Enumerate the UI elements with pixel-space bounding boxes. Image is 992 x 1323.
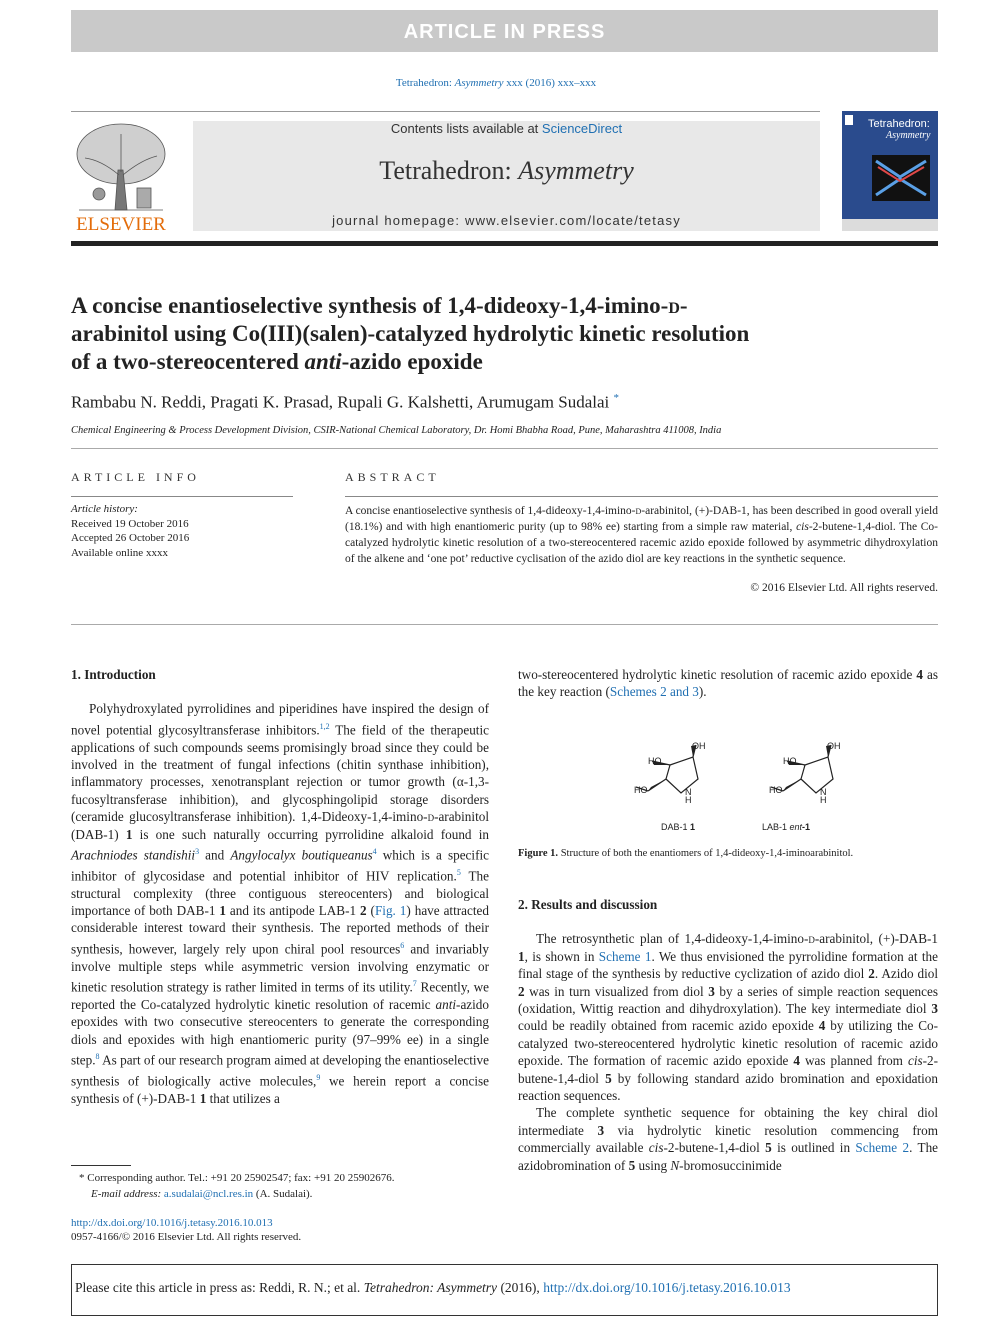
continuation-paragraph: two-stereocentered hydrolytic kinetic resolution of racemic azido epoxide 4 as the key reaction (Schemes 2 and 3). — [518, 667, 938, 700]
publisher-name: ELSEVIER — [76, 214, 166, 232]
introduction-section — [71, 666, 489, 1107]
ref-link[interactable]: 7 — [412, 979, 417, 989]
svg-text:LAB-1 ent-1 — [762, 822, 810, 832]
journal-ref-italic: Asymmetry — [454, 77, 504, 89]
results-heading: 2. Results and discussion — [518, 897, 658, 912]
title-line-1-end: - — [679, 293, 688, 318]
figure-1-caption — [518, 848, 938, 859]
homepage-prefix: journal homepage: — [332, 213, 465, 228]
journal-ref-suffix: xxx (2016) xxx–xxx — [503, 77, 597, 89]
figure-caption-label: Figure 1. — [518, 848, 559, 859]
schemes-link[interactable]: Schemes 2 and 3 — [609, 684, 699, 700]
doi-block — [71, 1216, 489, 1244]
article-history — [71, 502, 301, 560]
results-paragraph-1: The retrosynthetic plan of 1,4-dideoxy-1,4-imino-d-arabinitol, (+)-DAB-1 1, is shown in Scheme 1. We thus envisioned the pyrrolidine formation at the final stage of the synthesis by reductive cyclization of azido diol 2. Azido diol 2 was in turn visualized from diol 3 by a series of simple reaction sequences (oxidation, Wittig reaction and dihydroxylation). The key intermediate diol 3 could be readily obtained from racemic azido epoxide 4 by utilizing the Co-catalyzed two-stereocentered hydrolytic kinetic resolution of racemic azido epoxide. The formation of racemic azido epoxide 4 was planned from cis-2-butene-1,4-diol 5 by following standard azido bromination and epoxidation reaction sequences. — [518, 931, 939, 1104]
authors-text: Rambabu N. Reddi, Pragati K. Prasad, Rupali G. Kalshetti, Arumugam Sudalai — [71, 392, 610, 412]
journal-homepage-line — [193, 213, 820, 228]
contents-prefix: Contents lists available at — [390, 121, 542, 136]
ref-link[interactable]: 1,2 — [319, 721, 330, 731]
history-label: Article history: — [71, 503, 138, 515]
homepage-url[interactable]: www.elsevier.com/locate/tetasy — [465, 213, 681, 228]
abstract-heading: ABSTRACT — [345, 470, 440, 484]
svg-text:DAB-1 1 — [661, 822, 695, 832]
label-ho: HO — [769, 785, 783, 795]
introduction-heading: 1. Introduction — [71, 667, 156, 682]
cover-title-plain: Tetrahedron: — [868, 118, 930, 130]
abstract-rule — [345, 496, 938, 497]
elsevier-logo — [71, 120, 171, 232]
header-divider — [71, 111, 820, 112]
journal-reference[interactable] — [0, 77, 992, 89]
right-column-continuation — [518, 666, 938, 701]
lab-number: -1 — [802, 822, 811, 832]
footnote-contact: Corresponding author. Tel.: +91 20 25902547; fax: +91 20 25902676. — [84, 1172, 395, 1184]
affiliation: Chemical Engineering & Process Development Division, CSIR-National Chemical Laboratory, Dr. Homi Bhabha Road, Pune, Maharashtra 411008, India — [71, 425, 722, 436]
abstract-bottom-rule — [71, 624, 938, 625]
email-label: E-mail address: — [91, 1188, 164, 1200]
introduction-paragraph: Polyhydroxylated pyrrolidines and piperidines have inspired the design of novel potential glycosyltransferase inhibitors.$^{1,2}$ The field of the therapeutic applications of such compounds seems promisingly broad since they could be involved in the treatment of fungal infections (chitin synthase inhibition), inflammatory processes, xenotransplant rejection or tumor growth (α-1,3-fucosyltransferase inhibition), and glycosphingolipid storage disorders (ceramide glucosyltransferase inhibition). 1,4-Dideoxy-1,4-imino-d-arabinitol (DAB-1) 1 is one such naturally occurring pyrrolidine alkaloid found in Arachniodes standishii$^3$ and Angylocalyx boutiqueanus$^4$ which is a specific inhibitor of glycosidase and potential inhibitor of HIV replication.$^5$ The structural complexity (three contiguous stereocenters) and biological importance of both DAB-1 1 and its antipode LAB-1 2 (Fig. 1) have attracted considerable interest toward their synthesis. The reported methods of their synthesis, however, largely rely upon chiral pool resources$^6$ and invariably involve multiple steps while asymmetric version involving enzymatic or kinetic resolution strategy is rather limited in terms of its utility.$^7$ Recently, we reported the Co-catalyzed hydrolytic kinetic resolution of racemic anti-azido epoxides with two consecutive stereocenters to generate the corresponding diols and epoxides with high enantiomeric purity (97–99% ee) in a single step.$^8$ As part of our research program aimed at developing the enantioselective synthesis of biologically active molecules,$^9$ we herein report a concise synthesis of (+)-DAB-1 1 that utilizes a — [71, 701, 490, 1106]
issn-line: 0957-4166/© 2016 Elsevier Ltd. All rights reserved. — [71, 1231, 302, 1243]
cite-year: (2016), — [497, 1280, 544, 1295]
journal-title-plain: Tetrahedron: — [379, 156, 519, 185]
ref-link[interactable]: 5 — [456, 867, 461, 877]
title-line-2: arabinitol using Co(III)(salen)-catalyzed hydrolytic kinetic resolution — [71, 321, 750, 346]
corresponding-author-mark[interactable]: * — [613, 392, 620, 404]
article-info-rule — [71, 496, 293, 497]
title-line-3-post: -azido epoxide — [341, 349, 483, 374]
figure-caption-text: Structure of both the enantiomers of 1,4-dideoxy-1,4-iminoarabinitol. — [558, 848, 854, 859]
journal-title-italic: Asymmetry — [518, 156, 634, 185]
label-ho: HO — [648, 756, 662, 766]
abstract-copyright: © 2016 Elsevier Ltd. All rights reserved. — [750, 582, 938, 594]
title-line-3-pre: of a two-stereocentered — [71, 349, 305, 374]
pyrrolidine-structures-icon — [518, 735, 938, 845]
email-link[interactable]: a.sudalai@ncl.res.in — [163, 1188, 254, 1200]
cover-art-icon — [842, 111, 938, 231]
corresponding-author-footnote — [71, 1170, 489, 1202]
ref-link[interactable]: 4 — [372, 847, 377, 857]
ref-link[interactable]: 9 — [316, 1072, 321, 1082]
label-h: H — [685, 795, 692, 805]
journal-cover-image — [842, 111, 938, 231]
section-divider — [71, 448, 938, 449]
footnote-mark: * — [79, 1172, 85, 1184]
results-paragraph-2: The complete synthetic sequence for obtaining the key chiral diol intermediate 3 via hydrolytic kinetic resolution commencing from commercially available cis-2-butene-1,4-diol 5 is outlined in Scheme 2. The azidobromination of 5 using N-bromosuccinimide — [518, 1105, 939, 1173]
sciencedirect-link[interactable]: ScienceDirect — [541, 121, 623, 136]
label-ho: HO — [634, 785, 648, 795]
label-h: H — [820, 795, 827, 805]
cover-title-italic: Asymmetry — [886, 130, 931, 141]
doi-link[interactable]: http://dx.doi.org/10.1016/j.tetasy.2016.10.013 — [71, 1217, 273, 1229]
results-section — [518, 896, 938, 1174]
label-ho: HO — [783, 756, 797, 766]
label-n: N — [685, 787, 692, 797]
elsevier-tree-icon — [71, 120, 171, 232]
accepted-date: Accepted 26 October 2016 — [71, 532, 190, 544]
lab-caption: LAB-1 — [762, 822, 790, 832]
header-thick-rule — [71, 241, 938, 246]
footnote-rule — [71, 1165, 131, 1166]
cite-journal: Tetrahedron: Asymmetry — [363, 1280, 498, 1295]
abstract-text: A concise enantioselective synthesis of 1,4-dideoxy-1,4-imino-d-arabinitol, (+)-DAB-1, has been described in good overall yield (18.1%) and with high enantiomeric purity (up to 98% ee) starting from a simple raw material, cis-2-butene-1,4-diol. The Co-catalyzed hydrolytic kinetic resolution of a two-stereocentered racemic azido epoxide followed by asymmetric dihydroxylation of the alkene and ‘one pot’ reductive cyclisation of the azido diol are key reactions in the synthetic sequence. — [345, 505, 938, 565]
scheme-link[interactable]: Scheme 2 — [855, 1140, 910, 1156]
article-title — [71, 292, 931, 376]
online-date: Available online xxxx — [71, 546, 168, 559]
cite-doi-link[interactable]: http://dx.doi.org/10.1016/j.tetasy.2016.10.013 — [543, 1280, 791, 1295]
journal-title — [193, 156, 820, 186]
journal-ref-prefix: Tetrahedron: — [395, 77, 455, 89]
email-tail: (A. Sudalai). — [253, 1188, 313, 1200]
ref-link[interactable]: 3 — [195, 847, 200, 857]
dab-number: 1 — [690, 822, 696, 832]
title-line-1: A concise enantioselective synthesis of 1,4-dideoxy-1,4-imino- — [71, 293, 669, 318]
figure-link[interactable]: Fig. 1 — [374, 903, 407, 919]
scheme-link[interactable]: Scheme 1 — [598, 948, 652, 964]
ref-link[interactable]: 8 — [95, 1052, 100, 1062]
author-list — [71, 392, 931, 413]
article-in-press-banner: ARTICLE IN PRESS — [71, 10, 938, 52]
contents-line — [193, 121, 820, 136]
title-small-caps: d — [668, 293, 680, 318]
ref-link[interactable]: 6 — [400, 940, 405, 950]
label-oh: OH — [827, 741, 841, 751]
title-line-3-italic: anti — [304, 349, 342, 374]
figure-1-structures — [518, 735, 938, 845]
label-n: N — [820, 787, 827, 797]
lab-ent: ent — [789, 822, 803, 832]
dab-caption: DAB-1 — [661, 822, 691, 832]
received-date: Received 19 October 2016 — [71, 517, 189, 530]
cite-prefix: Please cite this article in press as: Reddi, R. N.; et al. — [75, 1280, 364, 1295]
citation-text — [75, 1280, 935, 1296]
article-info-heading: ARTICLE INFO — [71, 470, 200, 484]
label-oh: OH — [692, 741, 706, 751]
